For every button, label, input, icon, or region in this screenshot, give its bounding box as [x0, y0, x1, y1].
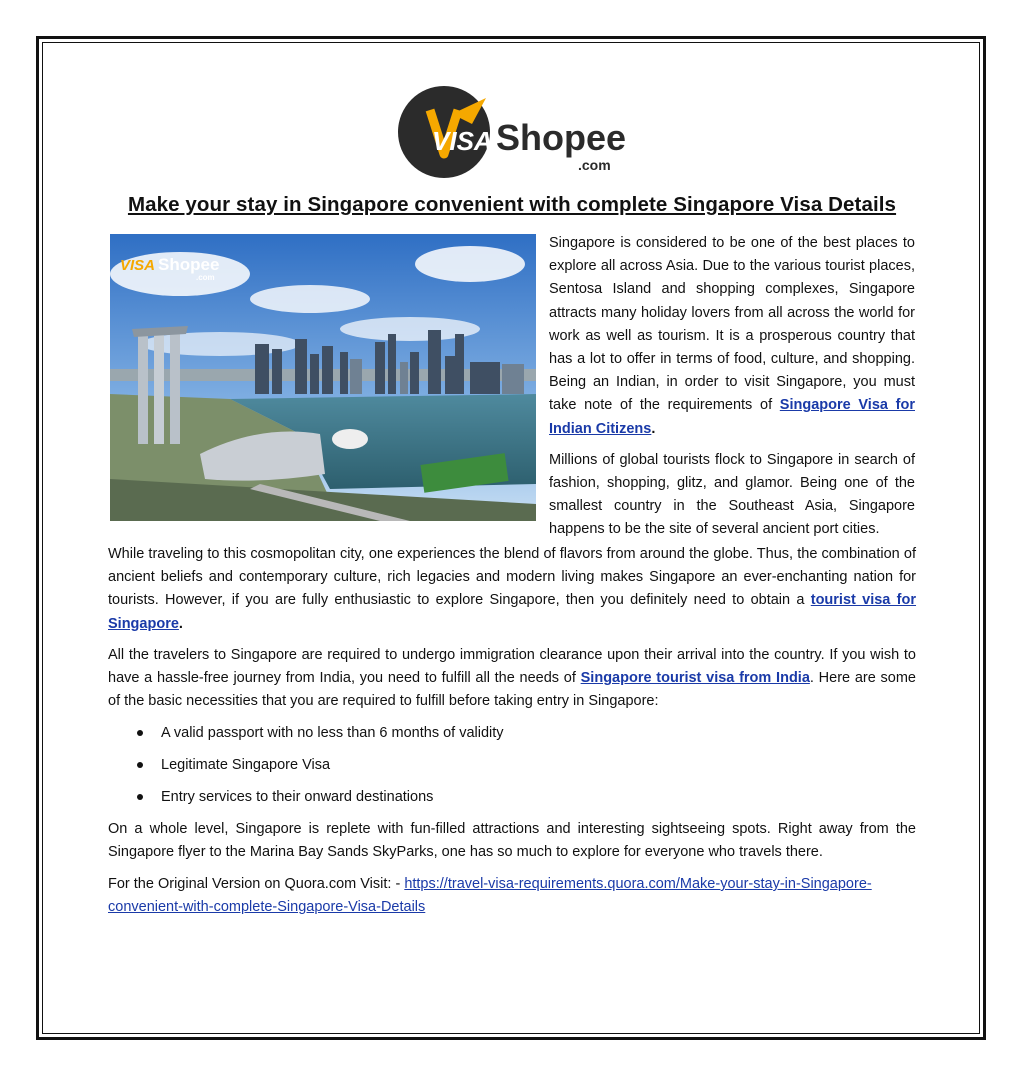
list-item: Legitimate Singapore Visa — [108, 754, 916, 786]
bullet-icon — [137, 762, 143, 768]
link-quora-original[interactable]: https://travel-visa-requirements.quora.com/Make-your-stay-in-Singapore-convenient-with-complete-Singapore-Visa-Details — [108, 876, 872, 916]
watermark-shopee-text: Shopee — [158, 255, 220, 274]
visashopee-logo — [396, 84, 632, 180]
paragraph-tourists-column: Millions of global tourists flock to Singapore in search of fashion, shopping, glitz, and glamor. Being one of the smallest country in the Southeast Asia, Singapore happens to be the site of several ancient port cities. — [549, 451, 915, 538]
paragraph-tourists-continued: While traveling to this cosmopolitan city, one experiences the blend of flavors from around the globe. Thus, the combination of ancient beliefs and contemporary culture, rich legacies and modern living makes Singapore an ever-enchanting nation for tourists. However, if you are fully enthusiastic to explore Singapore, then you definitely need to obtain a tourist visa for Singapore. — [108, 546, 917, 632]
intro-column — [549, 232, 915, 542]
paragraph-intro: Singapore is considered to be one of the best places to explore all across Asia. Due to the various tourist places, Sentosa Island and shopping complexes, Singapore attracts many holiday lovers from all across the world for work as well as tourism. It is a prosperous country that has a lot to offer in terms of food, culture, and shopping. Being an Indian, in order to visit Singapore, you must take note of the requirements of Singapore Visa for Indian Citizens. — [549, 235, 915, 437]
paragraph-source: For the Original Version on Quora.com Visit: - https://travel-visa-requirements.quora.com/Make-your-stay-in-Singapore-convenient-with-complete-Singapore-Visa-Details — [108, 876, 872, 916]
list-item: Entry services to their onward destinations — [108, 786, 916, 818]
watermark-com-text: .com — [196, 273, 215, 282]
singapore-skyline-photo — [110, 234, 536, 521]
link-tourist-visa-singapore[interactable]: tourist visa for Singapore — [108, 592, 917, 632]
link-singapore-tourist-visa-india[interactable]: Singapore tourist visa from India — [580, 670, 810, 687]
paragraph-immigration: All the travelers to Singapore are required to undergo immigration clearance upon their arrival into the country. If you wish to have a hassle-free journey from India, you need to fulfill all the needs of Singapore tourist visa from India. Here are some of the basic necessities that you are required to fulfill before taking entry in Singapore: — [108, 647, 916, 710]
requirements-list — [108, 722, 916, 818]
logo-shopee-text: Shopee — [496, 117, 627, 158]
paragraph-attractions: On a whole level, Singapore is replete with fun-filled attractions and interesting sightseeing spots. Right away from the Singapore flyer to the Marina Bay Sands SkyParks, one has so much to explore for everyone who travels there. — [108, 821, 916, 861]
watermark-visa-text: VISA — [120, 257, 156, 274]
logo-com-text: .com — [578, 157, 611, 173]
page-title: Make your stay in Singapore convenient with complete Singapore Visa Details — [127, 193, 897, 216]
list-item: A valid passport with no less than 6 months of validity — [108, 722, 916, 754]
logo-visa-text: VISA — [432, 126, 493, 156]
bullet-icon — [137, 730, 143, 736]
bullet-icon — [137, 794, 143, 800]
link-singapore-visa-indian-citizens[interactable]: Singapore Visa for Indian Citizens — [549, 397, 915, 437]
